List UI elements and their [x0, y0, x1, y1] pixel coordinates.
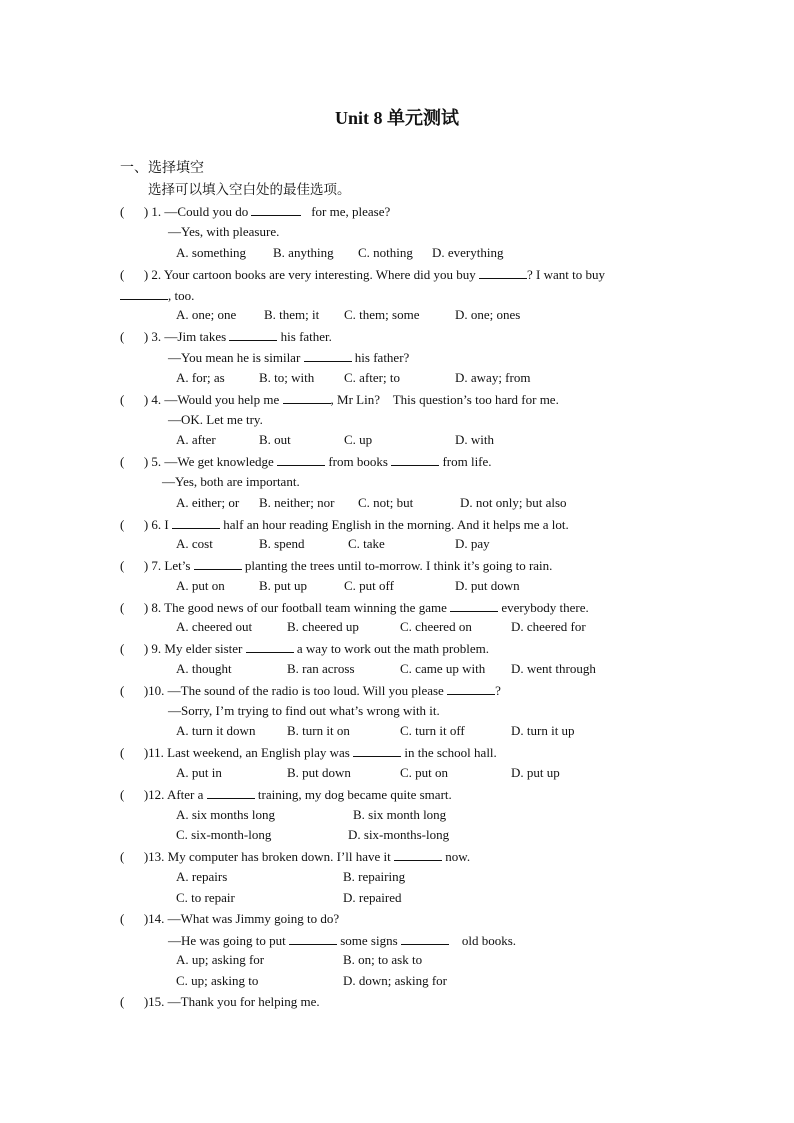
answer-blank	[401, 932, 449, 945]
option-a: A. up; asking for	[176, 952, 265, 967]
option-a: A. cheered out	[176, 619, 253, 634]
question-6: ( ) 6. I half an hour reading English in the morning. And it helps me a lot.	[120, 517, 569, 532]
option-c: C. nothing	[358, 245, 413, 260]
option-b: B. six month long	[353, 807, 447, 822]
option-b: B. turn it on	[287, 723, 350, 738]
option-d: D. repaired	[343, 890, 402, 905]
option-c: C. after; to	[344, 370, 400, 385]
option-a: A. turn it down	[176, 723, 256, 738]
option-d: D. cheered for	[511, 619, 586, 634]
option-c: C. them; some	[344, 307, 420, 322]
option-b: B. repairing	[343, 869, 406, 884]
answer-blank	[120, 287, 168, 300]
option-c: C. put on	[400, 765, 449, 780]
question-15: ( )15. —Thank you for helping me.	[120, 994, 320, 1009]
option-a: A. six months long	[176, 807, 275, 822]
option-d: D. not only; but also	[460, 495, 567, 510]
answer-blank	[353, 744, 401, 757]
option-d: D. put up	[511, 765, 560, 780]
option-c: C. cheered on	[400, 619, 472, 634]
question-10: ( )10. —The sound of the radio is too loud. Will you please ?	[120, 683, 501, 698]
option-c: C. came up with	[400, 661, 486, 676]
answer-blank	[172, 516, 220, 529]
question-2: ( ) 2. Your cartoon books are very interesting. Where did you buy ? I want to buy	[120, 267, 605, 282]
answer-blank	[283, 391, 331, 404]
option-b: B. to; with	[259, 370, 315, 385]
option-b: B. anything	[273, 245, 334, 260]
question-12: ( )12. After a training, my dog became quite smart.	[120, 787, 452, 802]
option-a: A. thought	[176, 661, 232, 676]
question-3-reply: —You mean he is similar his father?	[168, 350, 410, 365]
option-c: C. up; asking to	[176, 973, 259, 988]
section-instruction: 选择可以填入空白处的最佳选项。	[148, 182, 351, 197]
option-d: D. turn it up	[511, 723, 575, 738]
answer-blank	[304, 349, 352, 362]
option-c: C. six-month-long	[176, 827, 272, 842]
question-1-reply: —Yes, with pleasure.	[168, 224, 280, 239]
question-13: ( )13. My computer has broken down. I’ll have it now.	[120, 849, 471, 864]
answer-blank	[251, 203, 301, 216]
page-title: Unit 8 单元测试	[334, 108, 459, 128]
answer-blank	[194, 557, 242, 570]
option-d: D. down; asking for	[343, 973, 447, 988]
option-a: A. something	[176, 245, 247, 260]
option-b: B. ran across	[287, 661, 355, 676]
question-3: ( ) 3. —Jim takes his father.	[120, 329, 332, 344]
option-d: D. six-months-long	[348, 827, 450, 842]
question-7: ( ) 7. Let’s planting the trees until to-morrow. I think it’s going to rain.	[120, 558, 553, 573]
option-b: B. put down	[287, 765, 351, 780]
option-d: D. one; ones	[455, 307, 521, 322]
question-4-reply: —OK. Let me try.	[168, 412, 263, 427]
option-a: A. one; one	[176, 307, 237, 322]
answer-blank	[207, 786, 255, 799]
option-c: C. up	[344, 432, 373, 447]
answer-blank	[289, 932, 337, 945]
answer-blank	[479, 266, 527, 279]
option-a: A. for; as	[176, 370, 225, 385]
answer-blank	[450, 599, 498, 612]
question-11: ( )11. Last weekend, an English play was in the school hall.	[120, 745, 497, 760]
option-a: A. repairs	[176, 869, 228, 884]
answer-blank	[391, 453, 439, 466]
option-b: B. them; it	[264, 307, 320, 322]
option-b: B. cheered up	[287, 619, 359, 634]
option-c: C. turn it off	[400, 723, 465, 738]
option-d: D. with	[455, 432, 494, 447]
section-heading: 一、选择填空	[120, 161, 204, 176]
option-a: A. either; or	[176, 495, 240, 510]
option-c: C. to repair	[176, 890, 235, 905]
question-5-reply: —Yes, both are important.	[162, 474, 300, 489]
option-c: C. not; but	[358, 495, 414, 510]
answer-blank	[447, 682, 495, 695]
option-d: D. pay	[455, 536, 490, 551]
option-a: A. put on	[176, 578, 225, 593]
option-b: B. neither; nor	[259, 495, 335, 510]
answer-blank	[229, 328, 277, 341]
option-c: C. put off	[344, 578, 394, 593]
option-d: D. put down	[455, 578, 520, 593]
option-a: A. put in	[176, 765, 222, 780]
question-2-cont: , too.	[120, 287, 194, 304]
answer-blank	[277, 453, 325, 466]
option-d: D. away; from	[455, 370, 531, 385]
option-c: C. take	[348, 536, 385, 551]
option-a: A. cost	[176, 536, 213, 551]
answer-blank	[246, 640, 294, 653]
option-b: B. put up	[259, 578, 308, 593]
option-b: B. out	[259, 432, 291, 447]
question-10-reply: —Sorry, I’m trying to find out what’s wrong with it.	[168, 703, 440, 718]
question-9: ( ) 9. My elder sister a way to work out the math problem.	[120, 641, 489, 656]
option-d: D. went through	[511, 661, 596, 676]
question-8: ( ) 8. The good news of our football team winning the game everybody there.	[120, 600, 589, 615]
option-b: B. on; to ask to	[343, 952, 423, 967]
question-4: ( ) 4. —Would you help me , Mr Lin? This question’s too hard for me.	[120, 392, 559, 407]
option-d: D. everything	[432, 245, 504, 260]
option-b: B. spend	[259, 536, 305, 551]
answer-blank	[394, 848, 442, 861]
option-a: A. after	[176, 432, 216, 447]
question-1: ( ) 1. —Could you do for me, please?	[120, 204, 391, 219]
question-5: ( ) 5. —We get knowledge from books from life.	[120, 454, 492, 469]
question-14-reply: —He was going to put some signs old books.	[168, 933, 517, 948]
question-14: ( )14. —What was Jimmy going to do?	[120, 911, 340, 926]
